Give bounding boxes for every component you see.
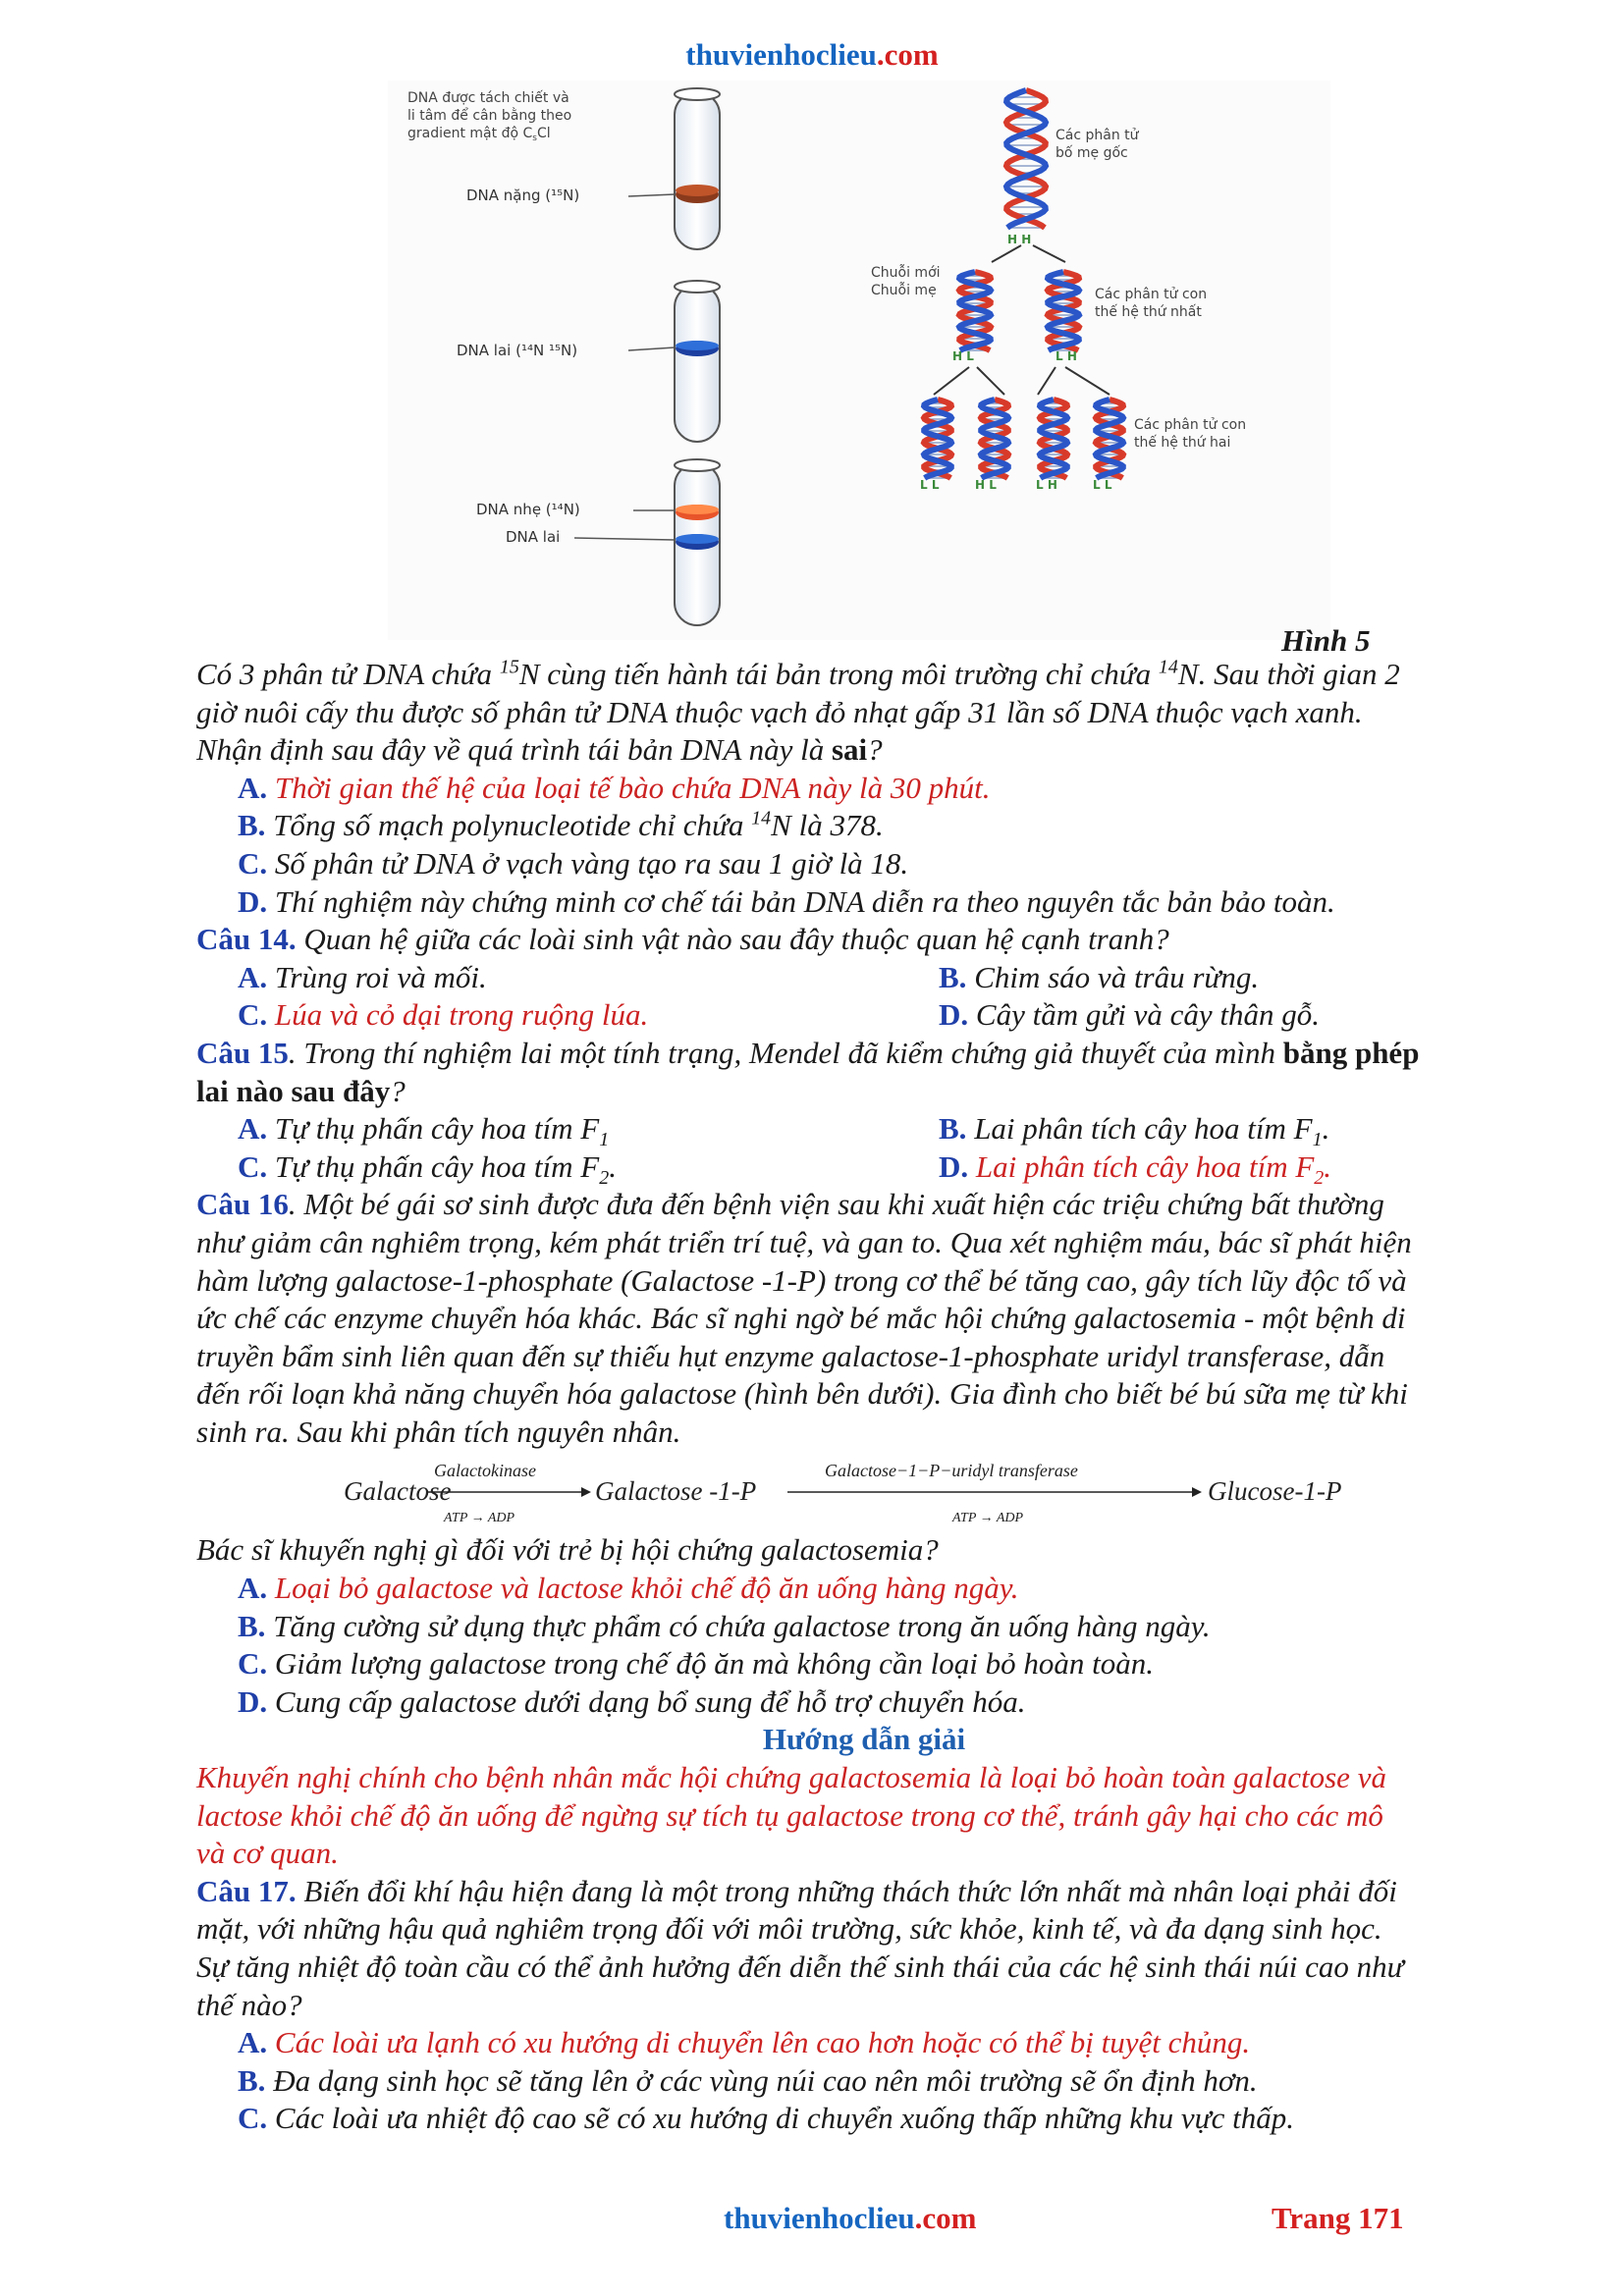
q15-stem-line1: Câu 15. Trong thí nghiệm lai một tính trạng, Mendel đã kiểm chứng giả thuyết của mình bằng phép	[196, 1035, 1420, 1070]
q16-stem-line3: hàm lượng galactose-1-phosphate (Galactose -1-P) trong cơ thể bé tăng cao, gây tích lũy độc tố và	[196, 1262, 1407, 1298]
q16-stem-line7: sinh ra. Sau khi phân tích nguyên nhân.	[196, 1414, 681, 1449]
galactose-pathway-equation	[344, 1459, 1384, 1527]
q16-option-b: B. Tăng cường sử dụng thực phẩm có chứa galactose trong ăn uống hàng ngày.	[238, 1608, 1211, 1643]
page-number: Trang 171	[1272, 2201, 1404, 2235]
q15-stem-line2: lai nào sau đây?	[196, 1073, 406, 1108]
q13-option-c: C. Số phân tử DNA ở vạch vàng tạo ra sau 1 giờ là 18.	[238, 845, 909, 881]
footer-site: thuvienhoclieu.com	[724, 2201, 977, 2235]
gen1-helix-right	[1048, 272, 1079, 350]
q15-option-c: C. Tự thụ phấn cây hoa tím $F_2$.	[238, 1148, 617, 1189]
guide-title: Hướng dẫn giải	[762, 1722, 966, 1757]
q14-option-b: B. Chim sáo và trâu rừng.	[939, 959, 1260, 994]
q13-option-a: A. Thời gian thế hệ của loại tế bào chứa DNA này là 30 phút.	[238, 770, 991, 805]
q15-option-a: A. Tự thụ phấn cây hoa tím $F_1$	[238, 1111, 610, 1151]
gen2-helix-1	[924, 400, 951, 478]
q16-option-c: C. Giảm lượng galactose trong chế độ ăn mà không cần loại bỏ hoàn toàn.	[238, 1646, 1154, 1682]
q15-option-b: B. Lai phân tích cây hoa tím $F_1$.	[939, 1111, 1330, 1151]
tube-caption-line1: DNA được tách chiết và	[407, 90, 569, 106]
gen1-helix-left	[959, 272, 991, 350]
label-hybrid-dna-2: DNA lai	[506, 528, 561, 546]
guide-line2: lactose khỏi chế độ ăn uống để ngừng sự tích tụ galactose trong cơ thể, tránh gây hại cho các mô	[196, 1797, 1383, 1833]
label-g2-3: L H	[1036, 478, 1057, 492]
q17-option-c: C. Các loài ưa nhiệt độ cao sẽ có xu hướng di chuyển xuống thấp những khu vực thấp.	[238, 2101, 1294, 2136]
label-g1-right: L H	[1056, 349, 1077, 363]
label-g1-left: H L	[952, 349, 974, 363]
label-gen1-2: thế hệ thứ nhất	[1095, 304, 1202, 320]
eq-substrate-galactose: Galactose	[344, 1476, 452, 1507]
label-g2-2: H L	[975, 478, 997, 492]
label-g2-4: L L	[1093, 478, 1112, 492]
label-g2-1: L L	[920, 478, 940, 492]
q17-stem-line1: Câu 17. Biến đổi khí hậu hiện đang là một trong những thách thức lớn nhất mà nhân loại phải đối	[196, 1873, 1397, 1908]
label-parent-1: Các phân tử	[1056, 128, 1139, 143]
label-new-strand: Chuỗi mới	[871, 265, 941, 281]
dna-replication-figure	[388, 80, 1330, 640]
label-parent-2: bố mẹ gốc	[1056, 145, 1128, 161]
gen2-helix-2	[981, 400, 1008, 478]
tube-light-and-hybrid	[675, 459, 720, 625]
q15-option-d: D. Lai phân tích cây hoa tím $F_2$.	[939, 1148, 1332, 1189]
q17-option-b: B. Đa dạng sinh học sẽ tăng lên ở các vùng núi cao nên môi trường sẽ ổn định hơn.	[238, 2062, 1258, 2098]
q15-options-row2	[196, 1148, 1532, 1187]
q15-options-row1	[196, 1110, 1532, 1151]
q16-option-d: D. Cung cấp galactose dưới dạng bổ sung để hỗ trợ chuyển hóa.	[238, 1683, 1026, 1719]
q16-stem-line5: truyền bẩm sinh liên quan đến sự thiếu hụt enzyme galactose-1-phosphate uridyl transferase, dẫn	[196, 1338, 1385, 1373]
document-body	[196, 656, 1532, 2138]
label-gen1-1: Các phân tử con	[1095, 287, 1208, 302]
q14-option-c: C. Lúa và cỏ dại trong ruộng lúa.	[238, 997, 649, 1033]
guide-line3: và cơ quan.	[196, 1836, 339, 1871]
q16-stem-line4: ức chế các enzyme chuyển hóa khác. Bác sĩ nghi ngờ bé mắc hội chứng galactosemia - một bệnh di	[196, 1301, 1406, 1336]
figure-caption: Hình 5	[1281, 623, 1371, 658]
q13-stem-line1: Có 3 phân tử DNA chứa $^{15}$N cùng tiến hành tái bản trong môi trường chỉ chứa $^{14}$N. Sau thời gian 2	[196, 656, 1400, 691]
q13-stem-line2: giờ nuôi cấy thu được số phân tử DNA thuộc vạch đỏ nhạt gấp 31 lần số DNA thuộc vạch xanh.	[196, 694, 1363, 729]
eq-intermediate: Galactose -1-P	[595, 1476, 757, 1507]
label-gen2-1: Các phân tử con	[1134, 417, 1247, 433]
label-heavy-dna: DNA nặng (¹⁵N)	[466, 187, 580, 204]
tube-hybrid	[675, 281, 720, 442]
q14-options-row1	[196, 959, 1532, 997]
q14-option-d: D. Cây tầm gửi và cây thân gỗ.	[939, 997, 1320, 1033]
eq-product: Glucose-1-P	[1208, 1476, 1342, 1507]
label-gen2-2: thế hệ thứ hai	[1134, 435, 1231, 451]
q17-option-a: A. Các loài ưa lạnh có xu hướng di chuyển lên cao hơn hoặc có thể bị tuyệt chủng.	[238, 2025, 1251, 2060]
label-light-dna: DNA nhẹ (¹⁴N)	[476, 501, 580, 518]
tube-caption-line3: gradient mật độ $C_sCl$	[407, 126, 551, 143]
eq-cofactor-2: ATP → ADP	[952, 1511, 1024, 1526]
gen2-helix-3	[1040, 400, 1067, 478]
q17-stem-line3: Sự tăng nhiệt độ toàn cầu có thể ảnh hưởng đến diễn thế sinh thái của các hệ sinh thái núi cao như	[196, 1949, 1404, 1984]
label-hybrid-dna: DNA lai (¹⁴N ¹⁵N)	[457, 342, 578, 359]
tube-caption-line2: li tâm để cân bằng theo	[407, 108, 572, 124]
q13-option-d: D. Thí nghiệm này chứng minh cơ chế tái bản DNA diễn ra theo nguyên tắc bản bảo toàn.	[238, 883, 1335, 919]
eq-enzyme-transferase: Galactose−1−P−uridyl transferase	[825, 1461, 1078, 1481]
q17-stem-line2: mặt, với những hậu quả nghiêm trọng đối với môi trường, sức khỏe, kinh tế, và đa dạng sinh học.	[196, 1911, 1382, 1947]
q14-options-row2	[196, 996, 1532, 1035]
q17-stem-line4: thế nào?	[196, 1987, 302, 2022]
q16-option-a: A. Loại bỏ galactose và lactose khỏi chế độ ăn uống hàng ngày.	[238, 1571, 1019, 1606]
q14-option-a: A. Trùng roi và mối.	[238, 959, 487, 994]
header-site-domain: .com	[876, 37, 939, 72]
eq-cofactor-1: ATP → ADP	[444, 1511, 515, 1526]
q16-stem-line2: như giảm cân nghiêm trọng, kém phát triển trí tuệ, và gan to. Qua xét nghiệm máu, bác sĩ phát hiện	[196, 1224, 1412, 1259]
gen2-helix-4	[1096, 400, 1123, 478]
tube-heavy	[675, 88, 720, 249]
q13-stem-line3: Nhận định sau đây về quá trình tái bản DNA này là sai?	[196, 732, 883, 768]
q16-stem-line1: Câu 16. Một bé gái sơ sinh được đưa đến bệnh viện sau khi xuất hiện các triệu chứng bất thường	[196, 1187, 1384, 1222]
eq-enzyme-galactokinase: Galactokinase	[434, 1461, 536, 1481]
page-header	[0, 37, 1624, 73]
header-site-name: thuvienhoclieu	[685, 37, 877, 72]
guide-line1: Khuyến nghị chính cho bệnh nhân mắc hội chứng galactosemia là loại bỏ hoàn toàn galactose và	[196, 1760, 1386, 1795]
label-old-strand: Chuỗi mẹ	[871, 283, 937, 298]
label-hh: H H	[1007, 233, 1032, 246]
q14-stem: Câu 14. Quan hệ giữa các loài sinh vật nào sau đây thuộc quan hệ cạnh tranh?	[196, 922, 1169, 957]
q16-stem-line6: đến rối loạn khả năng chuyển hóa galactose (hình bên dưới). Gia đình cho biết bé bú sữa mẹ từ khi	[196, 1376, 1408, 1412]
q16-question: Bác sĩ khuyến nghị gì đối với trẻ bị hội chứng galactosemia?	[196, 1532, 939, 1568]
q13-option-b: B. Tổng số mạch polynucleotide chỉ chứa $^{14}$N là 378.	[238, 808, 884, 843]
